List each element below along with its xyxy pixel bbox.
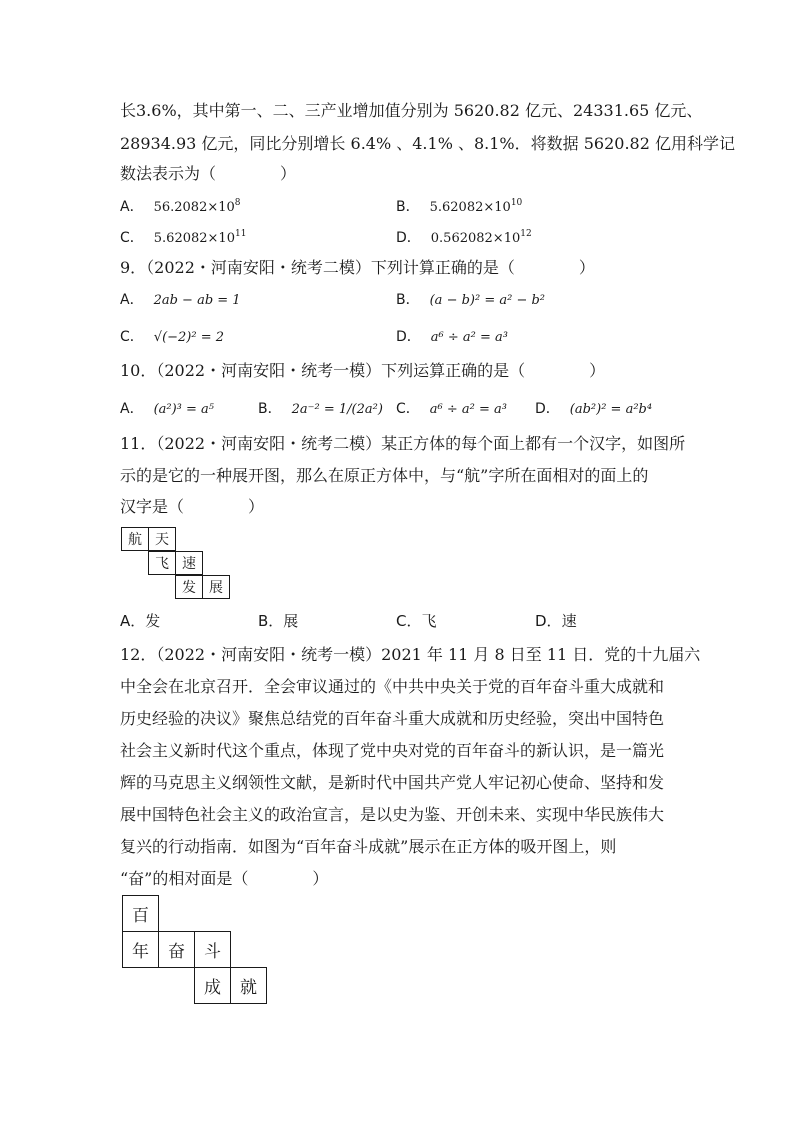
q9-option-b-expr: (a − b)² = a² − b² [429,293,546,308]
q12-line-2: 中全会在北京召开．全会审议通过的《中共中央关于党的百年奋斗重大成就和 [120,677,665,696]
q11-net-cell: 航 [121,527,149,551]
q9-option-a[interactable]: A． 2ab − ab = 1 [120,292,241,308]
q12-line-4: 社会主义新时代这个重点，体现了党中央对党的百年奋斗的新认识，是一篇光 [120,741,665,760]
q12-net-cell: 斗 [194,931,231,968]
q10-option-c[interactable]: C． a⁶ ÷ a² = a³ [396,401,507,417]
q12-net-cell: 就 [230,967,267,1004]
q8-option-a-mantissa: 56.2082×10 [153,200,235,215]
q12-net-cell: 奋 [158,931,195,968]
q12-line-8: “奋”的相对面是（ ） [120,869,329,888]
q11-option-c[interactable]: C．飞 [396,612,437,630]
q9-option-a-expr: 2ab − ab = 1 [153,293,241,308]
q10-option-c-expr: a⁶ ÷ a² = a³ [429,402,507,417]
q11-net-cell: 天 [148,527,176,551]
q10-option-a-expr: (a²)³ = a⁵ [153,402,215,417]
q8-line-1: 长3.6%，其中第一、二、三产业增加值分别为 5620.82 亿元、24331.65 亿元、 [120,101,703,120]
q10-option-a[interactable]: A． (a²)³ = a⁵ [120,401,215,417]
q8-option-c-mantissa: 5.62082×10 [153,231,235,246]
q8-option-b[interactable]: B． $5.62082\times 10^{10}$ [396,198,523,215]
q12-line-3: 历史经验的决议》聚焦总结党的百年奋斗重大成就和历史经验，突出中国特色 [120,709,665,728]
q8-option-a-exponent: 8 [234,198,241,208]
q9-option-d-expr: a⁶ ÷ a² = a³ [430,330,508,345]
q11-line-3: 汉字是（ ） [120,497,265,516]
q8-line-3: 数法表示为（ ） [120,164,297,183]
q11-net-cell: 速 [175,551,203,575]
q9-option-c-expr: √(−2)² = 2 [153,330,225,345]
q8-option-b-exponent: 10 [510,198,523,208]
q8-option-c-exponent: 11 [234,229,247,239]
q8-line-2: 28934.93 亿元，同比分别增长 6.4% 、4.1% 、8.1%．将数据 5620.82 亿用科学记 [120,134,735,153]
q11-option-b[interactable]: B．展 [258,612,299,630]
q11-option-d[interactable]: D．速 [535,612,577,630]
q12-line-7: 复兴的行动指南．如图为“百年奋斗成就”展示在正方体的吸开图上，则 [120,837,617,856]
q12-net-cell: 年 [122,931,159,968]
q11-net-cell: 飞 [148,551,176,575]
q10-option-b-expr: 2a⁻² = 1/(2a²) [291,402,383,417]
q10-option-d[interactable]: D． (ab²)² = a²b⁴ [535,401,653,417]
q12-net-cell: 百 [122,895,159,932]
q10-stem: 10．（2022・河南安阳・统考一模）下列运算正确的是（ ） [120,361,606,380]
q9-option-c[interactable]: C． √(−2)² = 2 [120,329,225,345]
q11-line-2: 示的是它的一种展开图，那么在原正方体中，与“航”字所在面相对的面上的 [120,466,649,485]
q9-option-b[interactable]: B． (a − b)² = a² − b² [396,292,546,308]
q8-option-a[interactable]: A． $56.2082\times 10^8$ [120,198,241,215]
q12-line-1: 12．（2022・河南安阳・统考一模）2021 年 11 月 8 日至 11 日．党的十九届六 [120,645,701,664]
q11-net-cell: 发 [175,575,203,599]
q11-net-cell: 展 [202,575,230,599]
q11-line-1: 11．（2022・河南安阳・统考二模）某正方体的每个面上都有一个汉字，如图所 [120,434,686,453]
q8-option-b-mantissa: 5.62082×10 [429,200,511,215]
q8-option-d-exponent: 12 [520,229,532,239]
q12-line-5: 辉的马克思主义纲领性文献，是新时代中国共产党人牢记初心使命、坚持和发 [120,773,665,792]
q8-option-d[interactable]: D． $0.562082\times 10^{12}$ [396,229,532,246]
q12-net-cell: 成 [194,967,231,1004]
q8-option-c[interactable]: C． $5.62082\times 10^{11}$ [120,229,247,246]
q9-stem: 9．（2022・河南安阳・统考二模）下列计算正确的是（ ） [120,258,595,277]
q12-line-6: 展中国特色社会主义的政治宣言，是以史为鉴、开创未来、实现中华民族伟大 [120,805,665,824]
q11-option-a[interactable]: A．发 [120,612,161,630]
q10-option-b[interactable]: B． 2a⁻² = 1/(2a²) [258,401,383,417]
q8-option-d-mantissa: 0.562082×10 [430,231,521,246]
q9-option-d[interactable]: D． a⁶ ÷ a² = a³ [396,329,508,345]
q10-option-d-expr: (ab²)² = a²b⁴ [569,402,653,417]
